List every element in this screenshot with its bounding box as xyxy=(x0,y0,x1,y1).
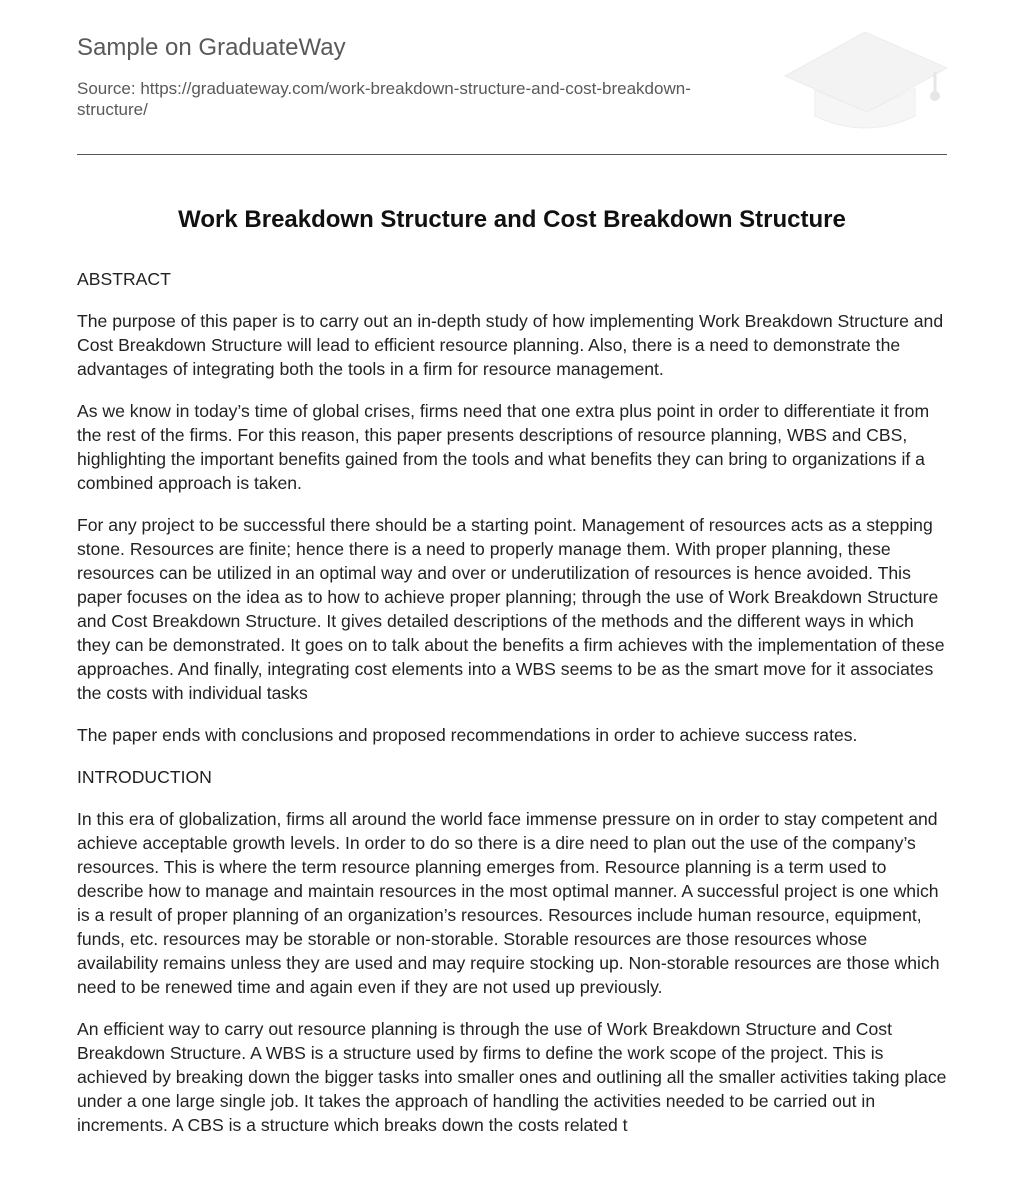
source-line xyxy=(77,78,757,120)
paragraph: For any project to be successful there should be a starting point. Management of resources acts as a stepping stone. Resources are finite; hence there is a need to properly manage them. With proper planning, these resources can be utilized in an optimal way and over or underutilization of resources is hence avoided. This paper focuses on the idea as to how to achieve proper planning; through the use of Work Breakdown Structure and Cost Breakdown Structure. It gives detailed descriptions of the methods and the different ways in which they can be demonstrated. It goes on to talk about the benefits a firm achieves with the implementation of these approaches. And finally, integrating cost elements into a WBS seems to be as the smart move for it associates the costs with individual tasks xyxy=(77,515,945,703)
document-body xyxy=(77,267,949,1155)
source-label: Source: xyxy=(77,79,136,98)
source-link[interactable]: https://graduateway.com/work-breakdown-structure-and-cost-breakdown-structure/ xyxy=(77,79,691,119)
header-divider xyxy=(77,154,947,155)
paragraph: In this era of globalization, firms all around the world face immense pressure on in order to stay competent and achieve acceptable growth levels. In order to do so there is a dire need to plan out the use of the company’s resources. This is where the term resource planning emerges from. Resource planning is a term used to describe how to manage and maintain resources in the most optimal manner. A successful project is one which is a result of proper planning of an organization’s resources. Resources include human resource, equipment, funds, etc. resources may be storable or non-storable. Storable resources are those resources whose availability remains unless they are used and may require stocking up. Non-storable resources are those which need to be renewed time and again even if they are not used up previously. xyxy=(77,809,940,997)
paragraph: The purpose of this paper is to carry out an in-depth study of how implementing Work Breakdown Structure and Cost Breakdown Structure will lead to efficient resource planning. Also, there is a need to demonstrate the advantages of integrating both the tools in a firm for resource management. xyxy=(77,311,944,379)
document-page xyxy=(77,0,947,1135)
section-heading-abstract: ABSTRACT xyxy=(77,269,171,289)
paragraph: An efficient way to carry out resource planning is through the use of Work Breakdown Structure and Cost Breakdown Structure. A WBS is a structure used by firms to define the work scope of the project. This is achieved by breaking down the bigger tasks into smaller ones and outlining all the smaller activities taking place under a one large single job. It takes the approach of handling the activities needed to be carried out in increments. A CBS is a structure which breaks down the costs related t xyxy=(77,1019,947,1135)
document-header xyxy=(77,0,947,155)
document-title: Work Breakdown Structure and Cost Breakdown Structure xyxy=(178,206,846,233)
site-name: Sample on GraduateWay xyxy=(77,34,346,61)
section-heading-introduction: INTRODUCTION xyxy=(77,767,212,787)
paragraph: As we know in today’s time of global crises, firms need that one extra plus point in order to differentiate it from the rest of the firms. For this reason, this paper presents descriptions of resource planning, WBS and CBS, highlighting the important benefits gained from the tools and what benefits they can bring to organizations if a combined approach is taken. xyxy=(77,401,930,493)
graduation-cap-icon xyxy=(781,28,947,134)
paragraph: The paper ends with conclusions and proposed recommendations in order to achieve success rates. xyxy=(77,725,858,745)
